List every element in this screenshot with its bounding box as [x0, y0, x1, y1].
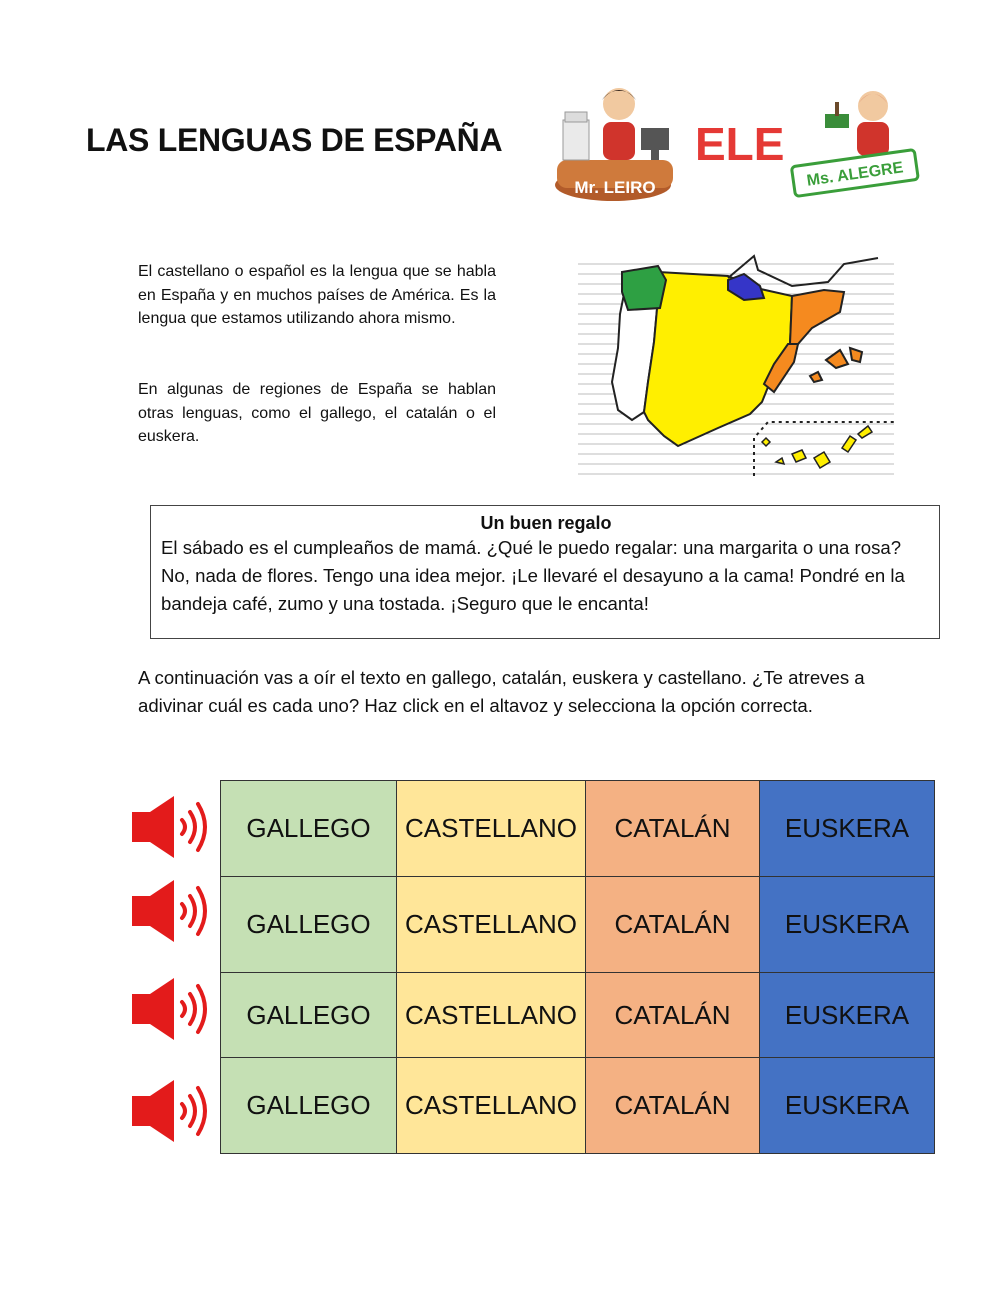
option-catalan[interactable]: CATALÁN [586, 781, 760, 877]
option-gallego[interactable]: GALLEGO [221, 877, 397, 973]
logo-teacher1-label: Mr. LEIRO [574, 178, 656, 197]
option-euskera[interactable]: EUSKERA [760, 973, 935, 1058]
intro-paragraph-2: En algunas de regiones de España se hablan otras lenguas, como el gallego, el catalán o el euskera. [138, 381, 496, 445]
speaker-icon[interactable] [128, 976, 212, 1042]
option-catalan[interactable]: CATALÁN [586, 1058, 760, 1154]
option-castellano[interactable]: CASTELLANO [397, 1058, 586, 1154]
option-gallego[interactable]: GALLEGO [221, 973, 397, 1058]
table-row [221, 1058, 935, 1154]
option-castellano[interactable]: CASTELLANO [397, 877, 586, 973]
option-euskera[interactable]: EUSKERA [760, 877, 935, 973]
option-gallego[interactable]: GALLEGO [221, 781, 397, 877]
speaker-icon[interactable] [128, 794, 212, 860]
spain-languages-map [578, 252, 894, 478]
logo-teacher2-label: Ms. ALEGRE [805, 159, 905, 190]
table-row [221, 877, 935, 973]
table-row [221, 973, 935, 1058]
language-options-table [220, 780, 935, 1154]
instructions-text: A continuación vas a oír el texto en gallego, catalán, euskera y castellano. ¿Te atreves a adivinar cuál es cada uno? Haz click en el altavoz y selecciona la opción correcta. [138, 667, 865, 716]
speaker-icon[interactable] [128, 1078, 212, 1144]
option-catalan[interactable]: CATALÁN [586, 973, 760, 1058]
story-title: Un buen regalo [480, 513, 612, 533]
page-title: LAS LENGUAS DE ESPAÑA [86, 122, 503, 158]
option-catalan[interactable]: CATALÁN [586, 877, 760, 973]
option-castellano[interactable]: CASTELLANO [397, 973, 586, 1058]
intro-paragraph-1: El castellano o español es la lengua que se habla en España y en muchos países de América. Es la lengua que estamos utilizando ahora mismo. [138, 263, 496, 327]
option-euskera[interactable]: EUSKERA [760, 781, 935, 877]
option-gallego[interactable]: GALLEGO [221, 1058, 397, 1154]
story-box [150, 505, 940, 639]
speaker-icon[interactable] [128, 878, 212, 944]
story-body: El sábado es el cumpleaños de mamá. ¿Qué le puedo regalar: una margarita o una rosa? No, nada de flores. Tengo una idea mejor. ¡Le llevaré el desayuno a la cama! Pondré en la bandeja café, zumo y una tostada. ¡Seguro que le encanta! [161, 537, 905, 614]
ele-logo [555, 82, 925, 204]
option-castellano[interactable]: CASTELLANO [397, 781, 586, 877]
logo-brand-label: ELE [695, 118, 785, 170]
option-euskera[interactable]: EUSKERA [760, 1058, 935, 1154]
table-row [221, 781, 935, 877]
